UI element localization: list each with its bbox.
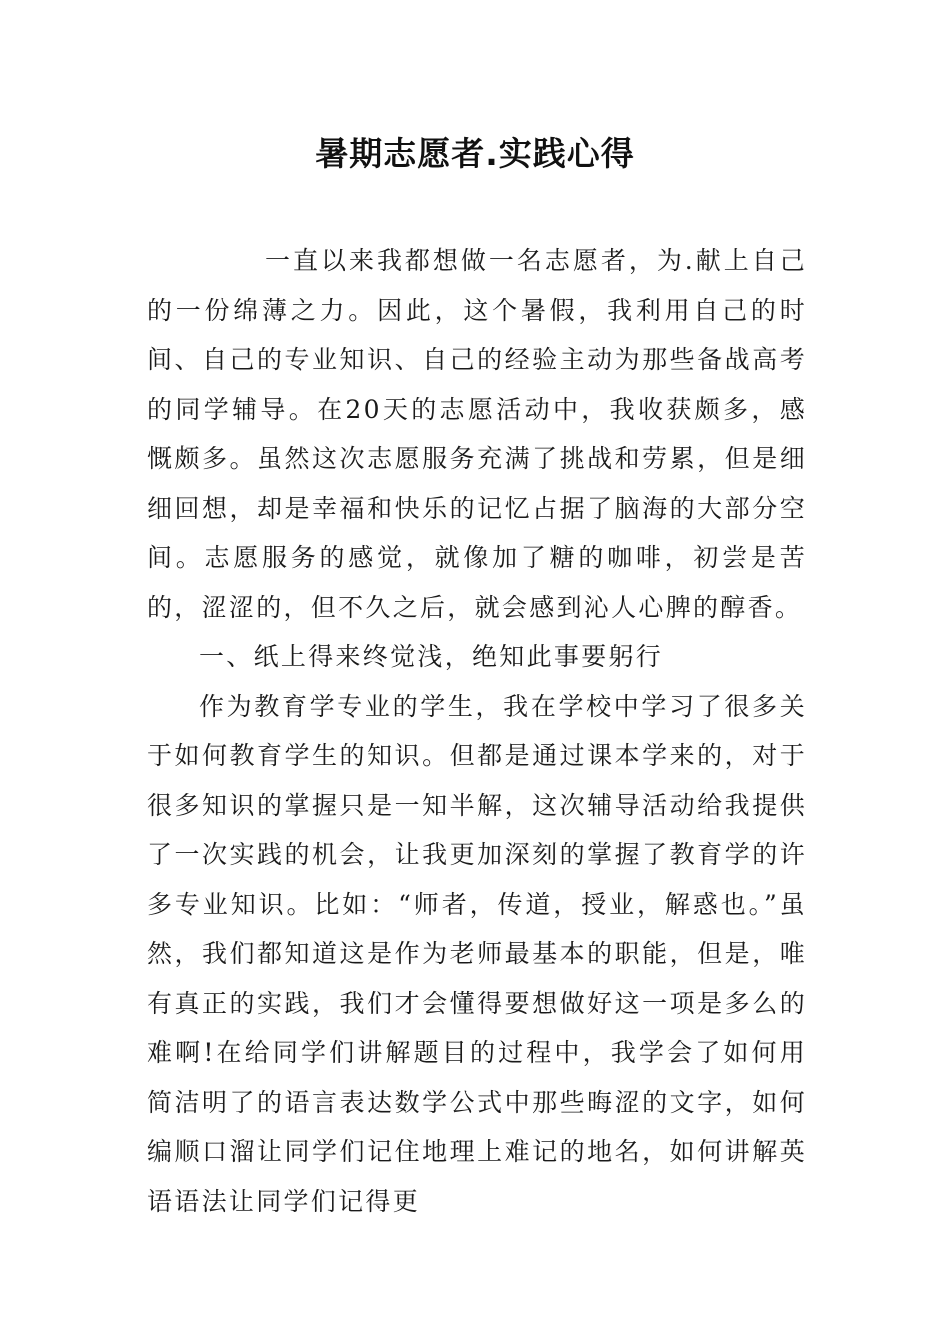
document-title: 暑期志愿者.实践心得 [315,134,635,173]
section-heading: 一、纸上得来终觉浅，绝知此事要躬行 [199,642,664,671]
paragraph-education: 作为教育学专业的学生，我在学校中学习了很多关于如何教育学生的知识。但都是通过课本学来的，对于很多知识的掌握只是一知半解，这次辅导活动给我提供了一次实践的机会，让我更加深刻的掌握了教育学的许多专业知识。比如：“师者，传道，授业，解惑也。”虽然，我们都知道这是作为老师最基本的职能，但是，唯有真正的实践，我们才会懂得要想做好这一项是多么的难啊!在给同学们讲解题目的过程中，我学会了如何用简洁明了的语言表达数学公式中那些晦涩的文字，如何编顺口溜让同学们记住地理上难记的地名，如何讲解英语语法让同学们记得更 [147,691,807,1216]
document-body [147,236,807,1226]
paragraph-intro: 一直以来我都想做一名志愿者，为.献上自己的一份绵薄之力。因此，这个暑假，我利用自己的时间、自己的专业知识、自己的经验主动为那些备战高考的同学辅导。在20天的志愿活动中，我收获颇多，感慨颇多。虽然这次志愿服务充满了挑战和劳累，但是细细回想，却是幸福和快乐的记忆占据了脑海的大部分空间。志愿服务的感觉，就像加了糖的咖啡，初尝是苦的，涩涩的，但不久之后，就会感到沁人心脾的醇香。 [147,246,807,622]
